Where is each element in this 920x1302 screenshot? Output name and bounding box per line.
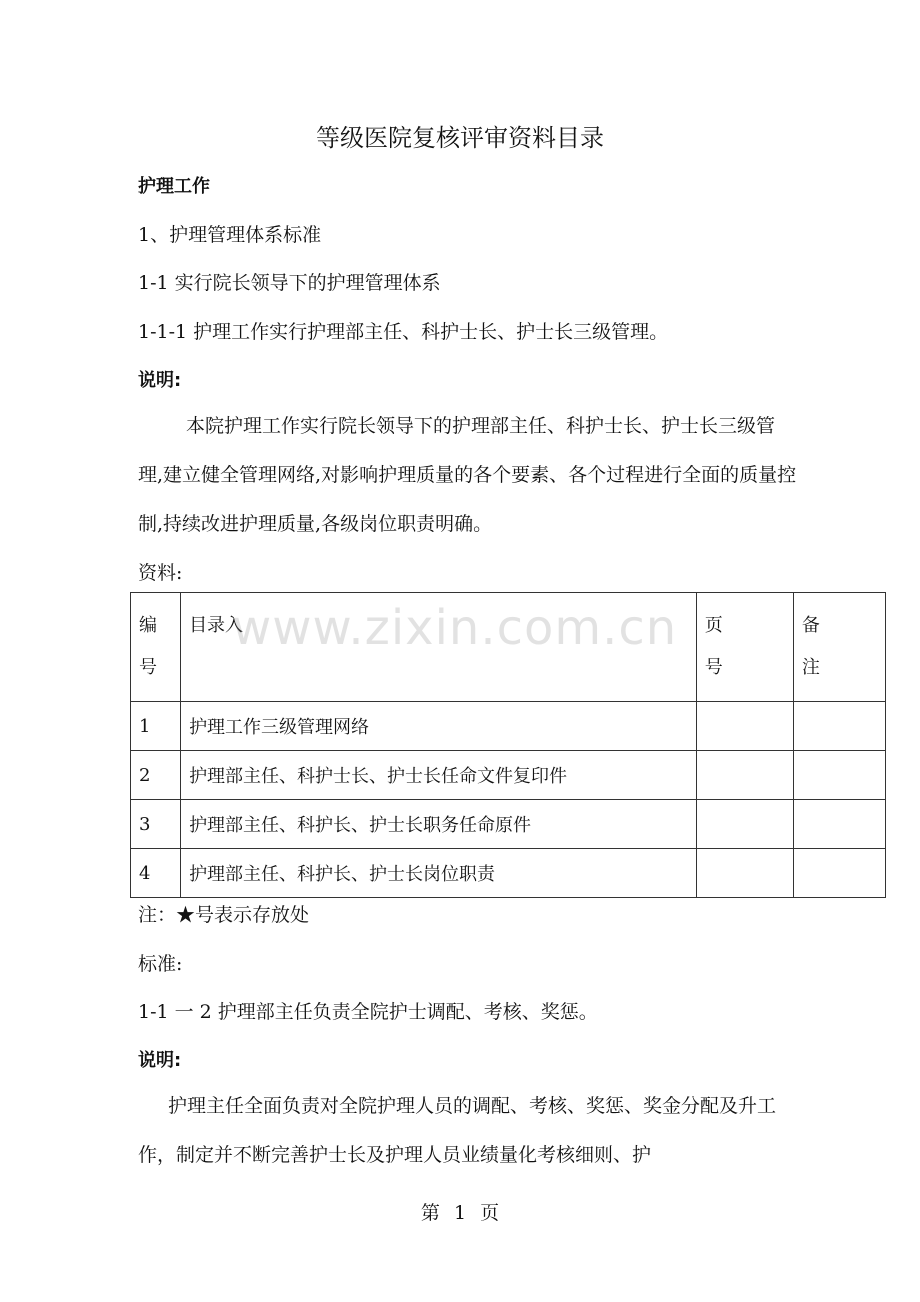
header-note: 备 注: [793, 593, 885, 702]
table-row: [131, 702, 886, 751]
clause-heading: 1-1-1 护理工作实行护理部主任、科护士长、护士长三级管理。: [138, 321, 669, 343]
page-number: 1: [453, 1202, 467, 1224]
row-page: [696, 751, 793, 800]
row-note: [793, 800, 885, 849]
explanation-label: 说明:: [138, 370, 182, 391]
page-prefix: 第: [420, 1202, 440, 1224]
materials-label: 资料:: [138, 562, 183, 584]
header-item: 目录入: [181, 593, 697, 702]
row-item: 护理部主任、科护长、护士长职务任命原件: [181, 800, 697, 849]
materials-table: [130, 592, 886, 898]
explanation-paragraph-2: [138, 1082, 798, 1180]
row-item: 护理部主任、科护士长、护士长任命文件复印件: [181, 751, 697, 800]
row-item: 护理工作三级管理网络: [181, 702, 697, 751]
page-footer: [0, 1198, 920, 1225]
row-number: 4: [131, 849, 181, 898]
header-page: 页 号: [696, 593, 793, 702]
row-note: [793, 702, 885, 751]
table-header-row: [131, 593, 886, 702]
document-title: 等级医院复核评审资料目录: [316, 124, 604, 152]
row-number: 3: [131, 800, 181, 849]
row-item: 护理部主任、科护长、护士长岗位职责: [181, 849, 697, 898]
storage-note: 注：★号表示存放处: [138, 904, 310, 926]
row-page: [696, 800, 793, 849]
table-row: [131, 751, 886, 800]
row-page: [696, 849, 793, 898]
watermark: www.zixin.com.cn: [232, 600, 678, 656]
explanation-text: 本院护理工作实行院长领导下的护理部主任、科护士长、护士长三级管理,建立健全管理网络,对影响护理质量的各个要素、各个过程进行全面的质量控制,持续改进护理质量,各级岗位职责明确。: [138, 415, 797, 535]
page-suffix: 页: [480, 1202, 500, 1224]
explanation-label-2: 说明:: [138, 1050, 182, 1071]
standard-heading: 1、护理管理体系标准: [138, 224, 322, 246]
row-number: 1: [131, 702, 181, 751]
row-number: 2: [131, 751, 181, 800]
row-note: [793, 751, 885, 800]
header-number: 编号: [131, 593, 181, 702]
subsection-heading: 1-1 实行院长领导下的护理管理体系: [138, 272, 441, 294]
section-heading: 护理工作: [138, 176, 210, 197]
row-note: [793, 849, 885, 898]
table-row: [131, 800, 886, 849]
clause-heading-2: 1-1 一 2 护理部主任负责全院护士调配、考核、奖惩。: [138, 1001, 598, 1023]
row-page: [696, 702, 793, 751]
table-row: [131, 849, 886, 898]
explanation-text-2: 护理主任全面负责对全院护理人员的调配、考核、奖惩、奖金分配及升工作，制定并不断完善护士长及护理人员业绩量化考核细则、护: [138, 1095, 777, 1166]
explanation-paragraph: [138, 402, 798, 549]
standard-label: 标准:: [138, 953, 183, 975]
